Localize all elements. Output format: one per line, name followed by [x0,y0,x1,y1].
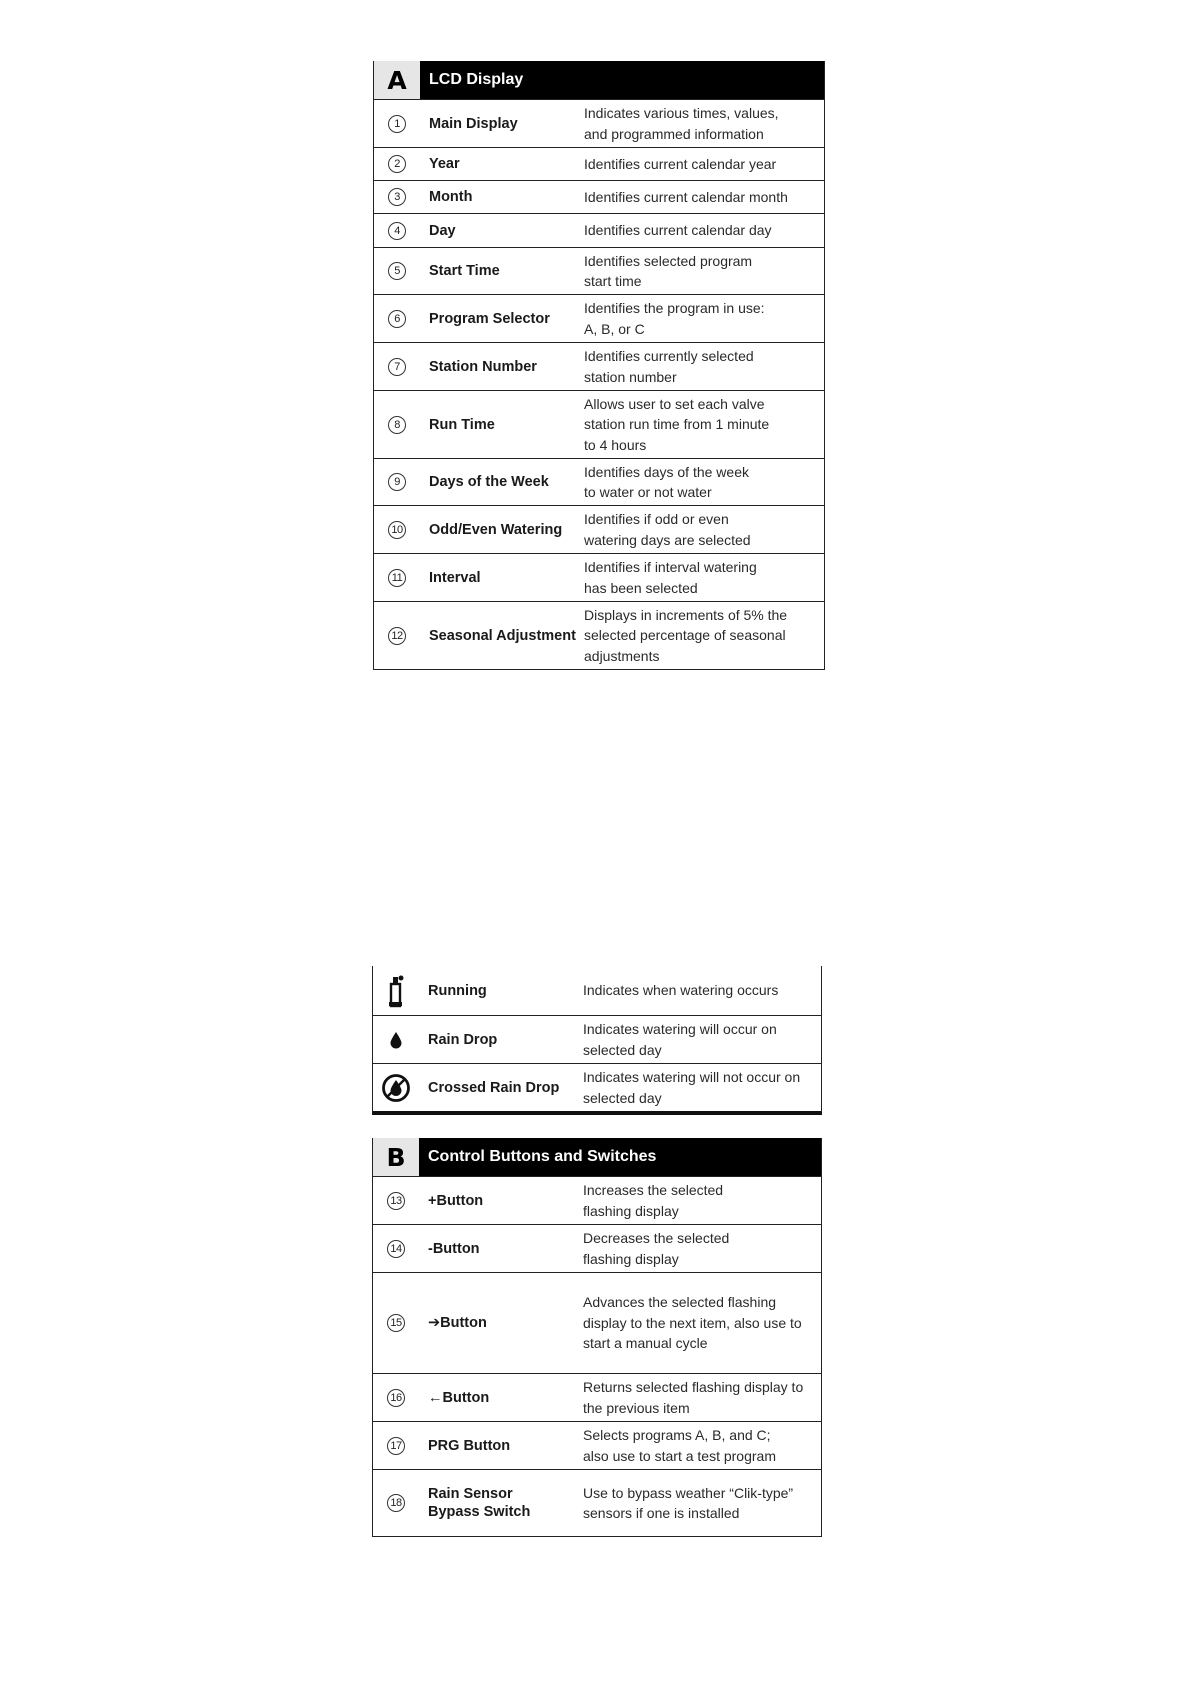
item-description: Advances the selected flashing display to the next item, also use to start a manual cycle [583,1294,802,1352]
callout-number: 6 [388,310,406,328]
item-description: Identifies currently selected station number [584,348,754,385]
item-description: Identifies days of the week to water or not water [584,463,749,500]
table-row [373,1176,821,1224]
item-description: Increases the selected flashing display [583,1182,724,1219]
callout-number: 7 [388,358,406,376]
table-row [373,1224,821,1272]
table-row [374,147,824,180]
item-name: Rain Drop [428,1031,498,1048]
table-row [373,966,821,1015]
item-description: Indicates watering will occur on selected day [583,1021,777,1058]
item-description: Use to bypass weather “Clik-type” sensors if one is installed [583,1484,794,1521]
item-description: Allows user to set each valve station run time from 1 minute to 4 hours [584,395,770,453]
item-name: Station Number [429,358,537,375]
item-description: Identifies selected program start time [584,252,753,289]
table-row [374,505,824,553]
item-name: -Button [428,1240,480,1257]
lcd-display-table [373,61,825,670]
item-name: PRG Button [428,1437,511,1454]
table-row [374,553,824,601]
table-header [373,1138,821,1176]
callout-number: 2 [388,155,406,173]
item-name: Seasonal Adjustment [429,627,576,644]
callout-number: 5 [388,262,406,280]
callout-number: 14 [387,1240,405,1258]
crossed-rain-drop-icon [381,1073,411,1103]
table-row [374,99,824,147]
section-title: Control Buttons and Switches [428,1148,657,1165]
item-name: Days of the Week [429,474,549,490]
table-row [373,1272,821,1373]
item-description: Selects programs A, B, and C; also use to start a test program [583,1427,776,1464]
section-title: LCD Display [429,71,524,88]
item-name: Odd/Even Watering [429,521,563,538]
item-name: Year [429,156,460,172]
sprinkler-icon [387,973,405,1009]
callout-number: 18 [387,1494,405,1512]
section-letter: B [373,1138,419,1176]
table-row [373,1469,821,1536]
item-name: ←Button [428,1389,490,1406]
item-name: Day [429,222,456,239]
table-row [374,342,824,390]
item-description: Identifies the program in use: A, B, or C [584,300,765,337]
callout-number: 16 [387,1389,405,1407]
table-row [374,180,824,213]
item-description: Identifies if interval watering has been selected [584,559,757,596]
section-letter: A [374,61,420,99]
table-row [374,458,824,505]
item-description: Indicates various times, values, and programmed information [584,105,779,142]
callout-number: 8 [388,416,406,434]
rain-drop-icon [389,1031,403,1049]
item-description: Decreases the selected flashing display [583,1230,730,1267]
table-row [373,1373,821,1421]
item-name: Program Selector [429,310,550,327]
callout-number: 4 [388,222,406,240]
callout-number: 1 [388,115,406,133]
table-header [374,61,824,99]
status-icons-table [372,966,822,1115]
control-buttons-table [372,1138,822,1537]
item-description: Returns selected flashing display to the previous item [583,1379,804,1416]
item-name: ➔Button [428,1315,487,1331]
item-name: Rain Sensor Bypass Switch [428,1486,531,1520]
item-name: Interval [429,569,481,586]
item-name: Main Display [429,115,518,132]
table-row [374,213,824,247]
item-name: Month [429,189,473,205]
item-description: Identifies current calendar year [584,155,777,172]
item-description: Indicates when watering occurs [583,982,779,999]
item-description: Displays in increments of 5% the selected percentage of seasonal adjustments [584,606,788,664]
item-name: Run Time [429,416,495,433]
item-name: Running [428,982,487,999]
item-description: Identifies current calendar month [584,188,788,205]
table-row [373,1063,821,1111]
item-description: Indicates watering will not occur on selected day [583,1069,801,1106]
callout-number: 12 [388,627,406,645]
table-row [374,601,824,669]
callout-number: 10 [388,521,406,539]
callout-number: 17 [387,1437,405,1455]
table-row [374,390,824,458]
table-row [373,1421,821,1469]
callout-number: 13 [387,1192,405,1210]
item-name: Start Time [429,263,500,279]
callout-number: 9 [388,473,406,491]
table-row [374,294,824,342]
table-row [373,1015,821,1063]
item-description: Identifies if odd or even watering days are selected [584,511,751,548]
item-name: Crossed Rain Drop [428,1079,560,1096]
item-description: Identifies current calendar day [584,222,772,239]
callout-number: 3 [388,188,406,206]
callout-number: 15 [387,1314,405,1332]
table-row [374,247,824,294]
callout-number: 11 [388,569,406,587]
item-name: +Button [428,1192,484,1209]
